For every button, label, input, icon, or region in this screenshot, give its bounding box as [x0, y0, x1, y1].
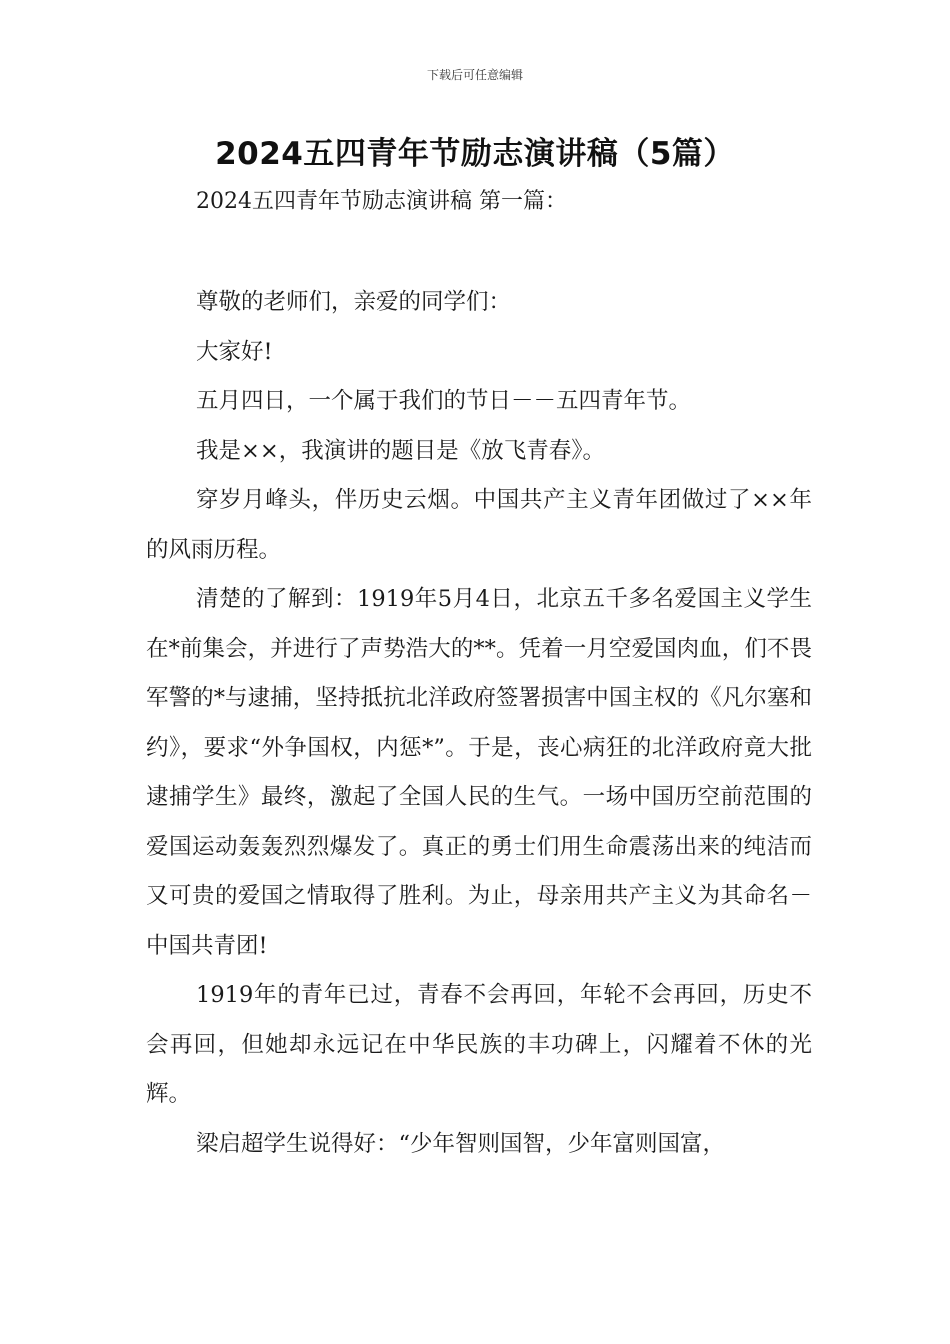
- paragraph-may-fourth: 清楚的了解到：1919年5月4日，北京五千多名爱国主义学生在*前集会，并进行了声势浩大的**。凭着一月空爱国肉血，们不畏军警的*与逮捕，坚持抵抗北洋政府签署损害中国主权的《凡尔塞和约》，要求“外争国权，内惩*”。于是，丧心病狂的北洋政府竟大批逮捕学生》最终，激起了全国人民的生气。一场中国历空前范围的爱国运动轰轰烈烈爆发了。真正的勇士们用生命震荡出来的纯洁而又可贵的爱国之情取得了胜利。为止，母亲用共产主义为其命名－中国共青团!: [146, 586, 812, 959]
- paragraph-greeting: 大家好!: [196, 338, 273, 365]
- document-subtitle: 2024五四青年节励志演讲稿 第一篇：: [196, 189, 567, 214]
- paragraph-intro: 五月四日，一个属于我们的节日－－五四青年节。: [196, 388, 692, 414]
- paragraph-salutation: 尊敬的老师们，亲爱的同学们：: [196, 289, 512, 315]
- paragraph-youth-1919: 1919年的青年已过，青春不会再回，年轮不会再回，历史不会再回，但她却永远记在中华民族的丰功碑上，闪耀着不休的光辉。: [146, 982, 812, 1107]
- document-body: [146, 278, 812, 1169]
- document-title: 2024五四青年节励志演讲稿（5篇）: [215, 136, 735, 172]
- paragraph-liang-qichao: 梁启超学生说得好：“少年智则国智，少年富则国富，: [196, 1130, 726, 1157]
- paragraph-topic: 我是××，我演讲的题目是《放飞青春》。: [196, 437, 605, 464]
- paragraph-history: 穿岁月峰头，伴历史云烟。中国共产主义青年团做过了××年的风雨历程。: [146, 487, 812, 563]
- page-header-note: 下载后可任意编辑: [426, 68, 523, 82]
